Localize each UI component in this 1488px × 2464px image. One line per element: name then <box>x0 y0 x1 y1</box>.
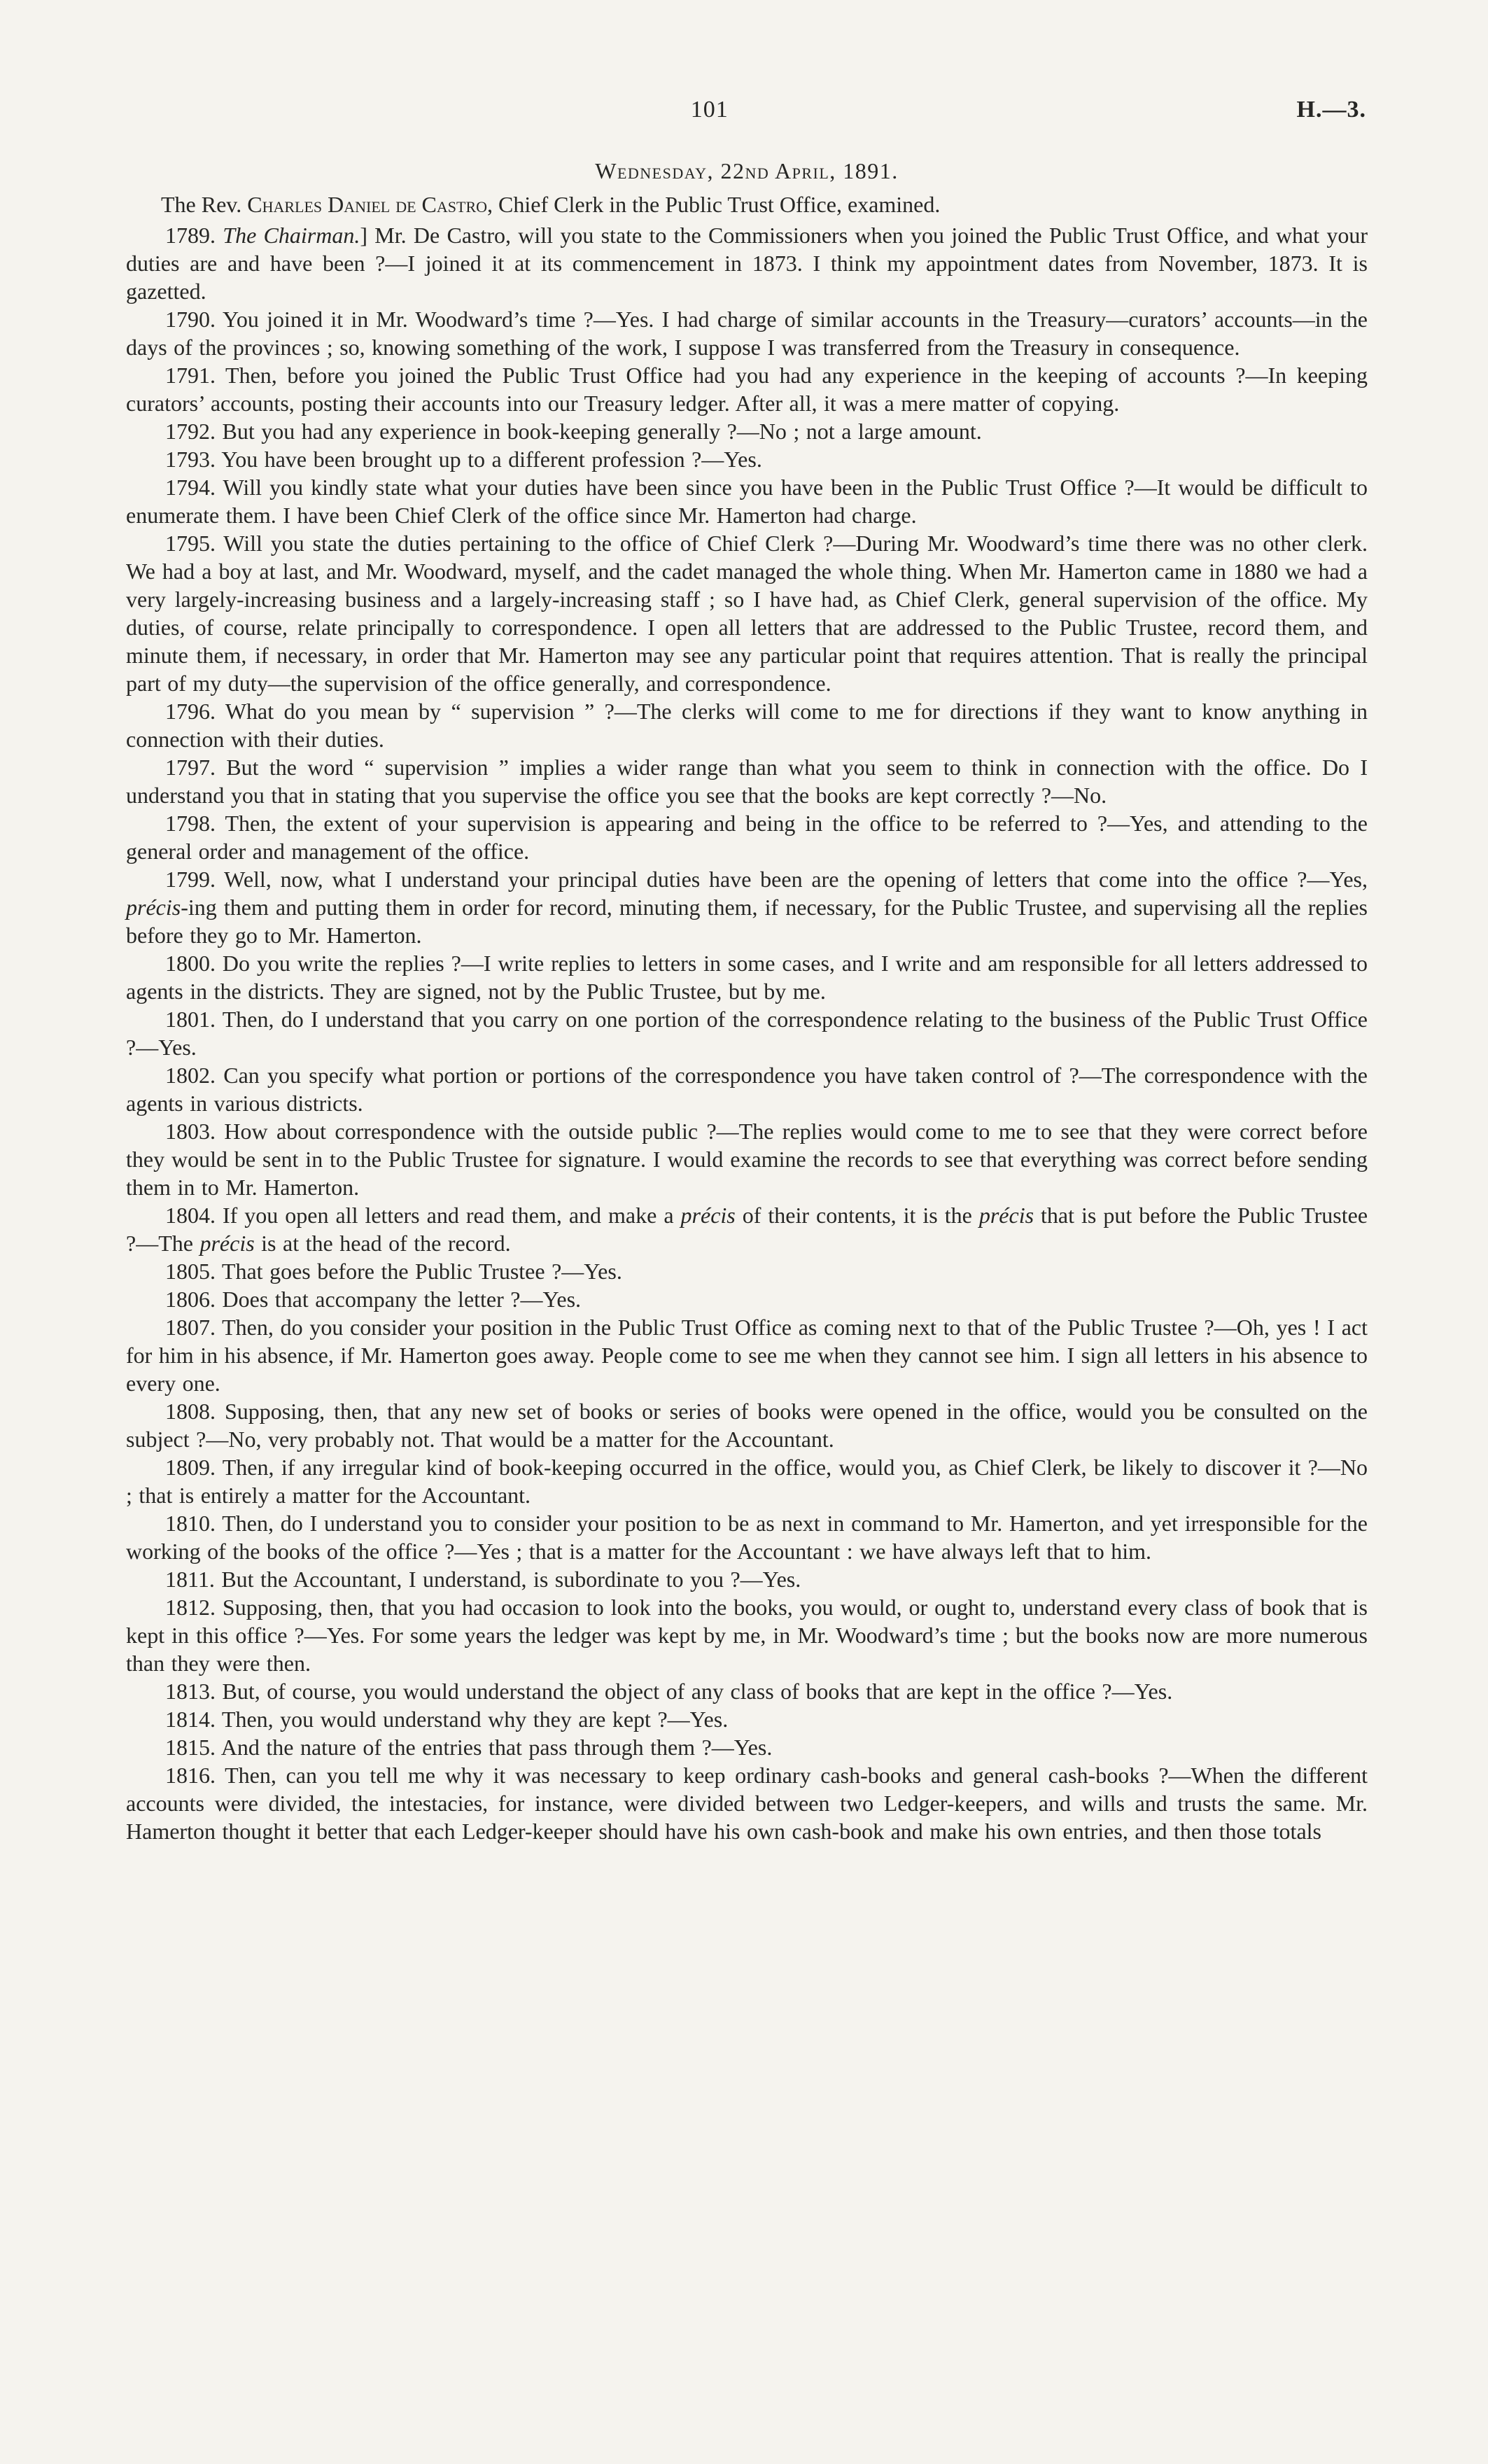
qa-paragraph <box>126 1257 1368 1285</box>
text-run: 1794. Will you kindly state what your duties have been since you have been in the Public Trust Office ?—It would be difficult to enumerate them. I have been Chief Clerk of the office since Mr. Hamerton had charge. <box>126 475 1368 528</box>
witness-name: Charles Daniel de Castro <box>247 192 488 217</box>
text-run: 1812. Supposing, then, that you had occasion to look into the books, you would, or ought to, understand every class of book that is kept in this office ?—Yes. For some years the ledger was kept by me, in Mr. Woodward’s time ; but the books now are more numerous than they were then. <box>126 1595 1368 1676</box>
text-run: 1802. Can you specify what portion or portions of the correspondence you have taken control of ?—The correspondence with the agents in various districts. <box>126 1063 1368 1116</box>
witness-line-suffix: , Chief Clerk in the Public Trust Office, examined. <box>487 192 941 217</box>
qa-paragraph <box>126 221 1368 305</box>
qa-paragraph <box>126 1285 1368 1313</box>
text-run: -ing them and putting them in order for record, minuting them, if necessary, for the Public Trustee, and supervising all the replies before they go to Mr. Hamerton. <box>126 895 1368 948</box>
qa-paragraph <box>126 865 1368 949</box>
qa-paragraph <box>126 445 1368 473</box>
text-run: 1816. Then, can you tell me why it was necessary to keep ordinary cash-books and general cash-books ?—When the different accounts were divided, the intestacies, for instance, were divided between two Ledger-keepers, and wills and trusts the same. Mr. Hamerton thought it better that each Ledger-keeper should have his own cash-book and make his own entries, and then those totals <box>126 1763 1368 1844</box>
qa-paragraph <box>126 1313 1368 1397</box>
qa-paragraph <box>126 529 1368 697</box>
text-run: 1801. Then, do I understand that you carry on one portion of the correspondence relating to the business of the Public Trust Office ?—Yes. <box>126 1007 1368 1060</box>
qa-paragraph <box>126 1201 1368 1257</box>
qa-paragraph <box>126 1733 1368 1761</box>
text-run: 1791. Then, before you joined the Public Trust Office had you had any experience in the keeping of accounts ?—In keeping curators’ accounts, posting their accounts into our Treasury ledger. After all, it was a mere matter of copying. <box>126 363 1368 416</box>
witness-line <box>126 190 1368 218</box>
italic-run: précis <box>978 1203 1034 1228</box>
text-run: ] Mr. De Castro, will you state to the Commissioners when you joined the Public Trust Office, and what your duties are and have been ?—I joined it at its commencement in 1873. I think my appointment dates from November, 1873. It is gazetted. <box>126 223 1368 304</box>
qa-paragraph <box>126 1061 1368 1117</box>
text-run: 1795. Will you state the duties pertaining to the office of Chief Clerk ?—During Mr. Woodward’s time there was no other clerk. We had a boy at last, and Mr. Woodward, myself, and the cadet managed the whole thing. When Mr. Hamerton came in 1880 we had a very largely-increasing business and a largely-increasing staff ; so I have had, as Chief Clerk, general supervision of the office. My duties, of course, relate principally to correspondence. I open all letters that are addressed to the Public Trustee, record them, and minute them, if necessary, in order that Mr. Hamerton may see any particular point that requires attention. That is really the principal part of my duty—the supervision of the office generally, and correspondence. <box>126 531 1368 696</box>
text-run: 1799. Well, now, what I understand your principal duties have been are the opening of letters that come into the office ?—Yes, <box>165 867 1368 892</box>
italic-run: précis <box>680 1203 736 1228</box>
text-run: 1797. But the word “ supervision ” implies a wider range than what you seem to think in connection with the office. Do I understand you that in stating that you supervise the office you see that the books are kept correctly ?—No. <box>126 755 1368 808</box>
qa-paragraph <box>126 1593 1368 1677</box>
text-run: 1808. Supposing, then, that any new set of books or series of books were opened in the office, would you be consulted on the subject ?—No, very probably not. That would be a matter for the Accountant. <box>126 1399 1368 1452</box>
italic-run: précis <box>199 1231 255 1256</box>
transcript-body <box>126 221 1368 1845</box>
text-run: 1792. But you had any experience in book-keeping generally ?—No ; not a large amount. <box>165 419 982 444</box>
italic-run: précis <box>126 895 181 920</box>
qa-paragraph <box>126 1761 1368 1845</box>
text-run: 1796. What do you mean by “ supervision ” ?—The clerks will come to me for directions if they want to know anything in connection with their duties. <box>126 699 1368 752</box>
qa-paragraph <box>126 1677 1368 1705</box>
text-run: 1798. Then, the extent of your supervision is appearing and being in the office to be referred to ?—Yes, and attending to the general order and management of the office. <box>126 811 1368 864</box>
text-run: 1807. Then, do you consider your position in the Public Trust Office as coming next to that of the Public Trustee ?—Oh, yes ! I act for him in his absence, if Mr. Hamerton goes away. People come to see me when they cannot see him. I sign all letters in his absence to every one. <box>126 1315 1368 1396</box>
qa-paragraph <box>126 305 1368 361</box>
text-run: 1815. And the nature of the entries that pass through them ?—Yes. <box>165 1735 773 1760</box>
qa-paragraph <box>126 1453 1368 1509</box>
text-run: 1809. Then, if any irregular kind of book-keeping occurred in the office, would you, as Chief Clerk, be likely to discover it ?—No ; that is entirely a matter for the Accountant. <box>126 1455 1368 1508</box>
qa-paragraph <box>126 697 1368 753</box>
qa-paragraph <box>126 1565 1368 1593</box>
qa-paragraph <box>126 361 1368 417</box>
qa-paragraph <box>126 1397 1368 1453</box>
text-run: 1811. But the Accountant, I understand, is subordinate to you ?—Yes. <box>165 1567 801 1592</box>
text-run: 1813. But, of course, you would understand the object of any class of books that are kept in the office ?—Yes. <box>165 1679 1173 1704</box>
italic-run: The Chairman. <box>223 223 360 248</box>
text-run: 1814. Then, you would understand why they are kept ?—Yes. <box>165 1707 729 1732</box>
page-header <box>126 97 1368 134</box>
page-number: 101 <box>690 97 729 122</box>
qa-paragraph <box>126 473 1368 529</box>
text-run: 1803. How about correspondence with the outside public ?—The replies would come to me to see that they were correct before they would be sent in to the Public Trustee for signature. I would examine the records to see that everything was correct before sending them in to Mr. Hamerton. <box>126 1119 1368 1200</box>
text-run: 1789. <box>165 223 223 248</box>
text-run: 1790. You joined it in Mr. Woodward’s time ?—Yes. I had charge of similar accounts in the Treasury—curators’ accounts—in the days of the provinces ; so, knowing something of the work, I suppose I was transferred from the Treasury in consequence. <box>126 307 1368 360</box>
witness-line-prefix: The Rev. <box>161 192 248 217</box>
qa-paragraph <box>126 809 1368 865</box>
text-run: 1804. If you open all letters and read them, and make a <box>165 1203 681 1228</box>
text-run: of their contents, it is the <box>735 1203 979 1228</box>
text-run: 1800. Do you write the replies ?—I write replies to letters in some cases, and I write and am responsible for all letters addressed to agents in the districts. They are signed, not by the Public Trustee, but by me. <box>126 951 1368 1004</box>
text-run: 1793. You have been brought up to a different profession ?—Yes. <box>165 447 762 472</box>
qa-paragraph <box>126 417 1368 445</box>
text-run: is at the head of the record. <box>254 1231 511 1256</box>
text-run: 1810. Then, do I understand you to consider your position to be as next in command to Mr. Hamerton, and yet irresponsible for the working of the books of the office ?—Yes ; that is a matter for the Accountant : we have always left that to him. <box>126 1511 1368 1564</box>
qa-paragraph <box>126 753 1368 809</box>
paper-code: H.—3. <box>1296 97 1366 122</box>
qa-paragraph <box>126 1509 1368 1565</box>
qa-paragraph <box>126 1005 1368 1061</box>
qa-paragraph <box>126 1705 1368 1733</box>
qa-paragraph <box>126 949 1368 1005</box>
text-run: that is put before the Public Trustee ?—The <box>126 1203 1368 1256</box>
qa-paragraph <box>126 1117 1368 1201</box>
session-date-heading: Wednesday, 22nd April, 1891. <box>595 158 899 183</box>
text-run: 1805. That goes before the Public Trustee ?—Yes. <box>165 1259 622 1284</box>
text-run: 1806. Does that accompany the letter ?—Yes. <box>165 1287 582 1312</box>
